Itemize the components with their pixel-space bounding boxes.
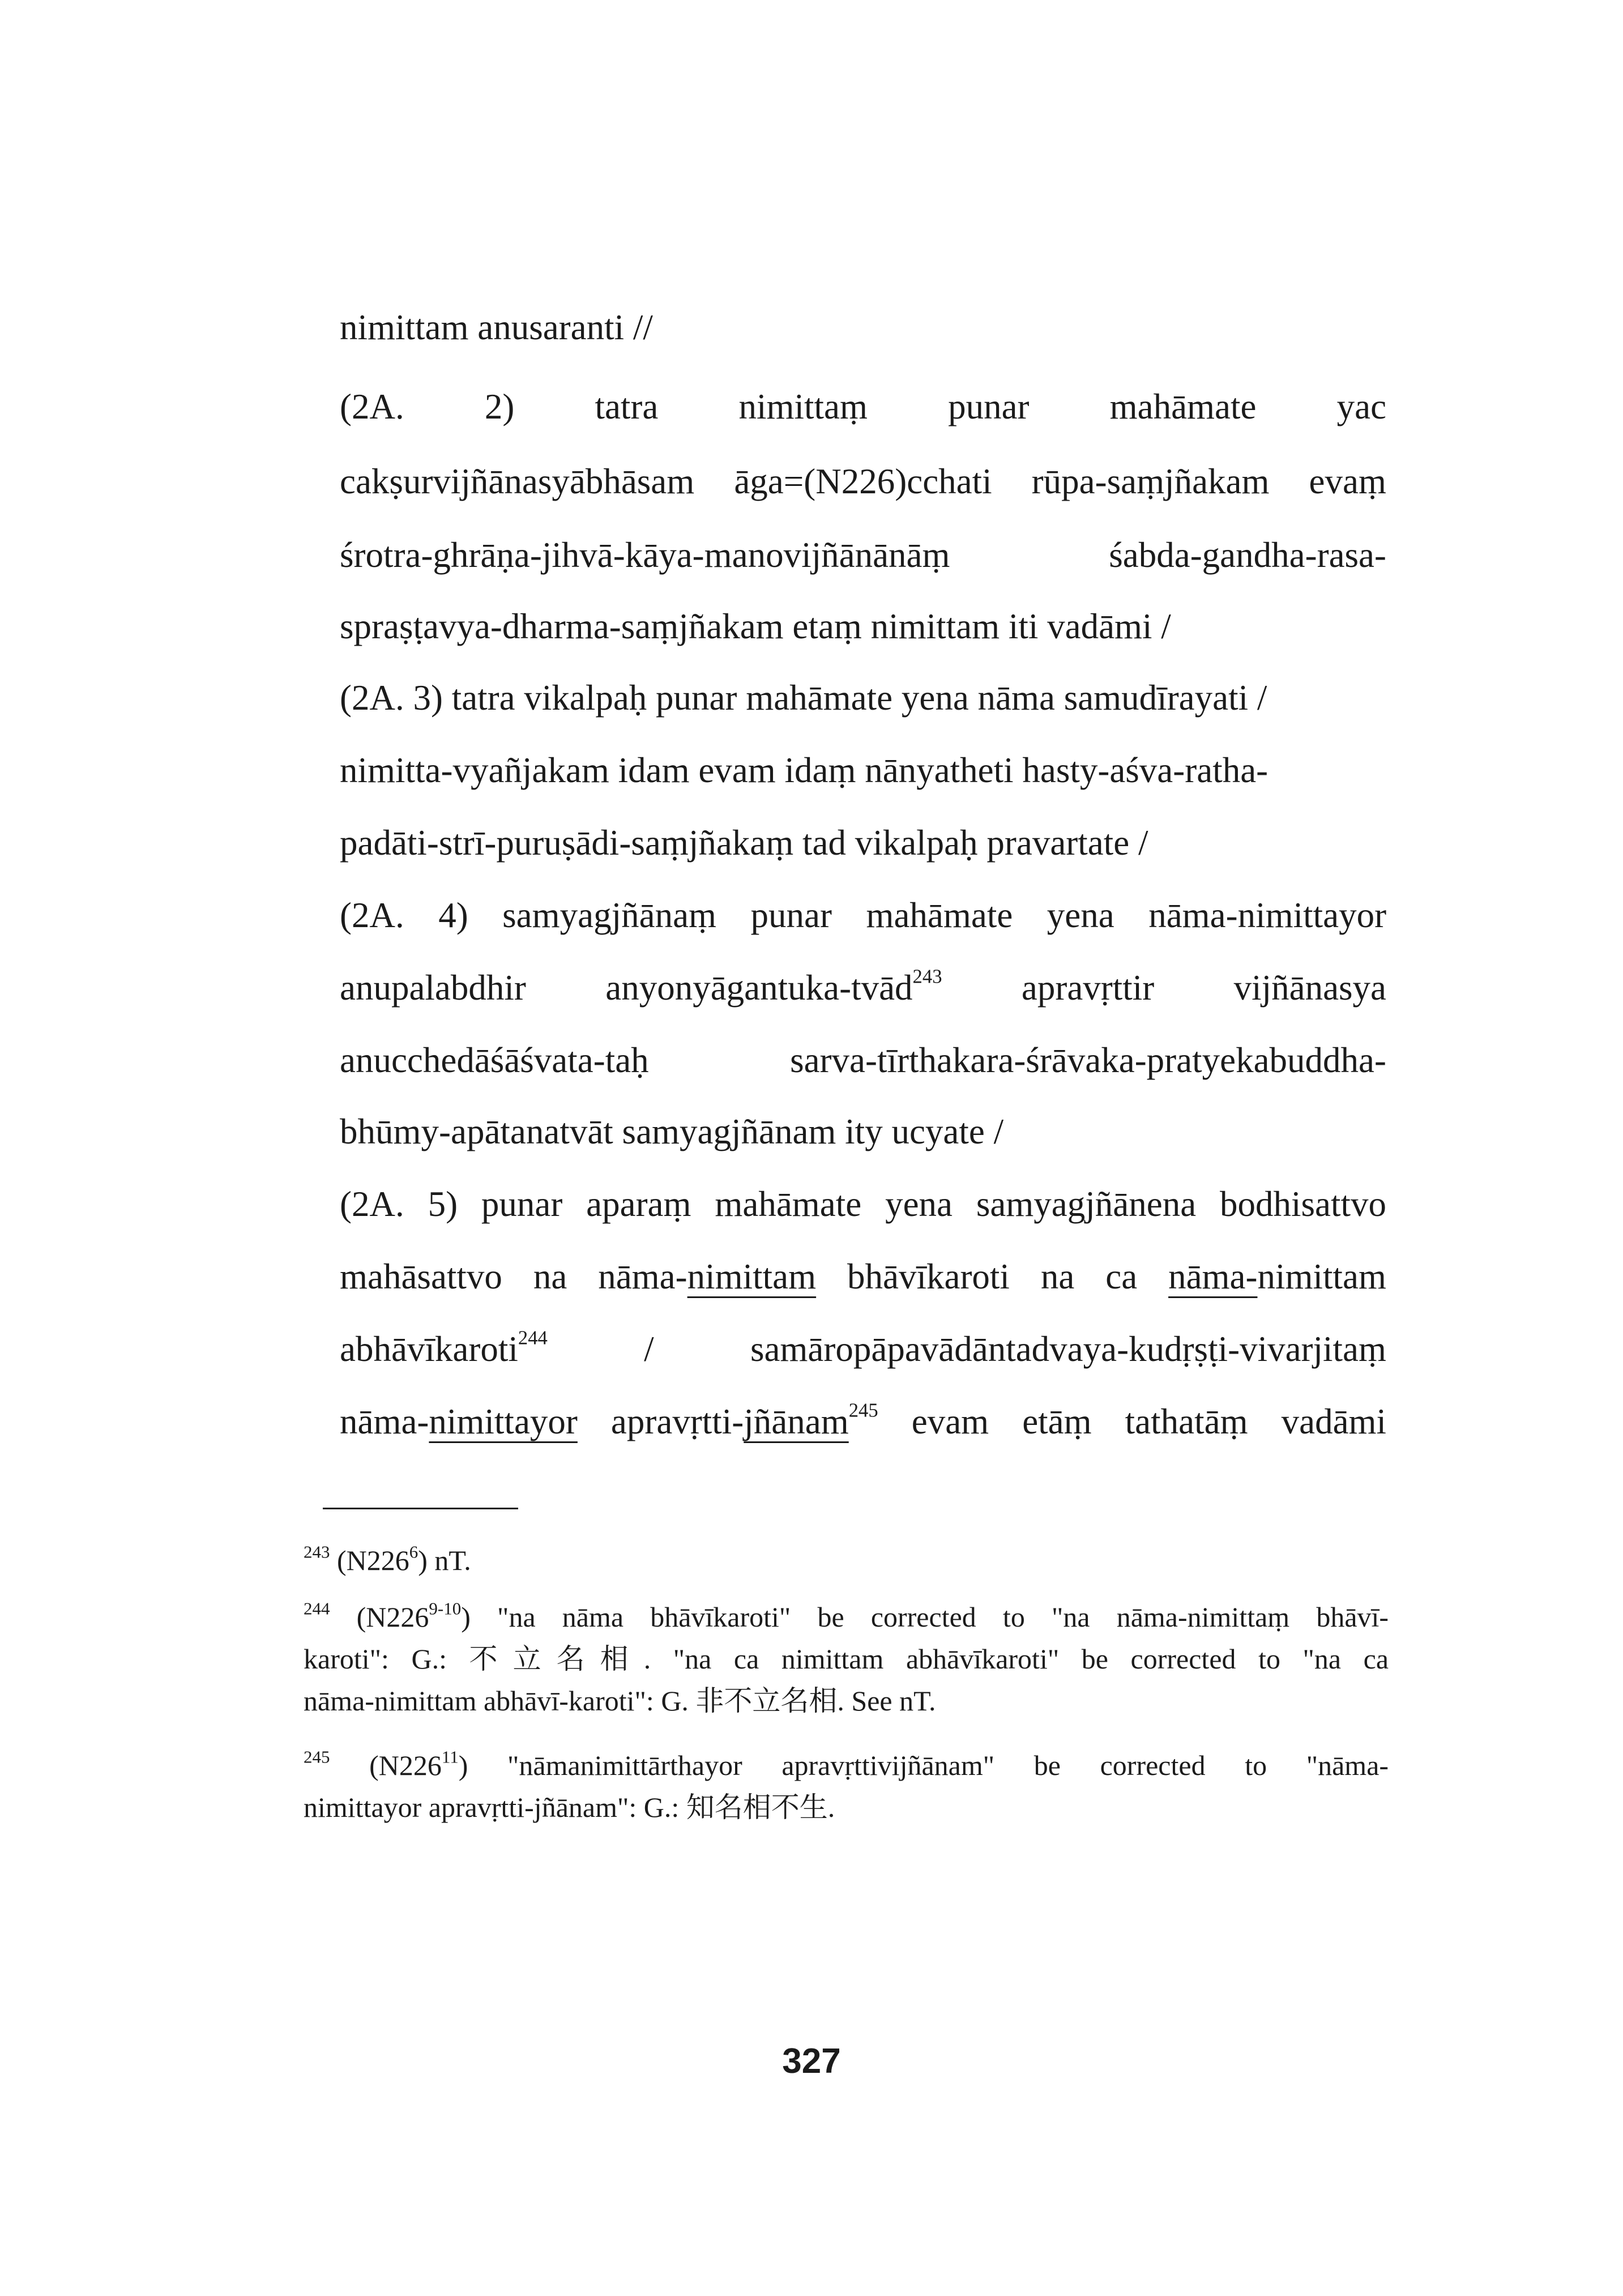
text-span: ca xyxy=(733,1643,759,1675)
text-span: śrotra-ghrāṇa-jihvā-kāya-manovijñānānāṃ xyxy=(340,535,950,575)
text-span: nāma-nimittayor xyxy=(1148,895,1387,935)
text-span xyxy=(605,968,942,1008)
underlined-text: jñānam xyxy=(744,1402,849,1441)
text-span: yena xyxy=(1047,895,1114,935)
text-span: nāma- xyxy=(340,1402,429,1441)
main-text-line xyxy=(340,1254,1386,1299)
main-text-line xyxy=(340,820,1386,865)
text-span: ) xyxy=(458,1749,468,1781)
text-span: apravṛttivijñānam" xyxy=(781,1749,995,1781)
text-span: (N226 xyxy=(356,1601,429,1633)
text-span: be xyxy=(1081,1643,1108,1675)
text-span: nāma-nimittam abhāvī-karoti": G. 非不立名相. See nT. xyxy=(304,1685,936,1717)
text-span: "nāma- xyxy=(1306,1749,1389,1781)
text-span: cakṣurvijñānasyābhāsam āga=(N226)cchati rūpa-saṃjñakam evaṃ xyxy=(340,462,1386,501)
main-text-line xyxy=(340,1181,1386,1227)
text-span: anupalabdhir xyxy=(340,968,526,1008)
text-span: abhāvīkaroti" xyxy=(906,1643,1060,1675)
text-span: to xyxy=(1002,1601,1025,1633)
text-span: 不立名相. xyxy=(469,1643,651,1675)
text-span: bhūmy-apātanatvāt samyagjñānam ity ucyate / xyxy=(340,1112,1004,1151)
main-text-line xyxy=(340,1399,1386,1444)
text-span: nāma xyxy=(562,1601,624,1633)
text-span: nimittam anusaranti // xyxy=(340,308,653,347)
text-span: tatra xyxy=(595,387,659,426)
text-span: 5) xyxy=(428,1184,458,1224)
text-span: ) nT. xyxy=(418,1544,471,1576)
text-span: spraṣṭavya-dharma-saṃjñakam etaṃ nimittam iti vadāmi / xyxy=(340,607,1171,646)
main-text-line xyxy=(340,1326,1386,1372)
text-span: abhāvīkaroti xyxy=(340,1329,518,1369)
text-span: etāṃ xyxy=(1022,1402,1092,1441)
text-span: "na xyxy=(673,1643,712,1675)
text-span: nimittayor apravṛtti-jñānam": G.: 知名相不生. xyxy=(304,1791,835,1823)
text-span: bhāvīkaroti na ca xyxy=(816,1257,1169,1296)
text-span: (2A. xyxy=(340,1184,404,1224)
text-span: tathatāṃ xyxy=(1125,1402,1248,1441)
text-span: punar xyxy=(948,387,1030,426)
footnote-245 xyxy=(304,1746,1389,1785)
text-span xyxy=(304,1749,468,1781)
text-span: evam xyxy=(911,1402,989,1441)
text-span: 2) xyxy=(484,387,515,426)
main-text-line xyxy=(340,1109,1386,1154)
footnote-244-line xyxy=(304,1681,1389,1721)
text-span: be xyxy=(817,1601,844,1633)
footnote-ref-245: 245 xyxy=(848,1399,878,1422)
text-span: śabda-gandha-rasa- xyxy=(1109,535,1386,575)
footnote-243 xyxy=(304,1540,1389,1580)
footnote-244 xyxy=(304,1597,1389,1637)
page-number: 327 xyxy=(782,2042,841,2081)
text-span: mahāsattvo na nāma- xyxy=(340,1257,687,1296)
text-span: punar xyxy=(481,1184,563,1224)
text-span: ) xyxy=(461,1601,471,1633)
text-span: G.: xyxy=(411,1643,447,1675)
text-span: ca xyxy=(1363,1643,1389,1675)
text-span: apravṛttir xyxy=(1021,968,1155,1008)
text-span: 4) xyxy=(438,895,468,935)
text-span: corrected xyxy=(870,1601,976,1633)
superscript: 9-10 xyxy=(429,1598,462,1619)
text-span: samāropāpavādāntadvaya-kudṛṣṭi-vivarjitaṃ xyxy=(750,1329,1386,1369)
main-text-line xyxy=(340,384,1386,429)
text-span: be xyxy=(1033,1749,1061,1781)
footnote-245-line xyxy=(304,1787,1389,1827)
text-span: karoti": xyxy=(304,1643,389,1675)
text-span: (2A. 3) tatra vikalpaḥ punar mahāmate yena nāma samudīrayati / xyxy=(340,678,1267,718)
text-span: nimittam xyxy=(781,1643,884,1675)
text-span: padāti-strī-puruṣādi-saṃjñakaṃ tad vikalpaḥ pravartate / xyxy=(340,823,1148,863)
main-text-line xyxy=(340,748,1386,793)
text-span: corrected xyxy=(1100,1749,1206,1781)
text-span: vadāmi xyxy=(1281,1402,1387,1441)
text-span: mahāmate xyxy=(715,1184,862,1224)
text-span: "nāmanimittārthayor xyxy=(507,1749,742,1781)
superscript: 6 xyxy=(409,1542,418,1562)
text-span: mahāmate xyxy=(1109,387,1257,426)
main-text-line xyxy=(340,675,1386,720)
text-span: to xyxy=(1245,1749,1267,1781)
text-span: nimittam xyxy=(1257,1257,1386,1296)
underlined-text: nimittam xyxy=(687,1257,817,1296)
text-span: (2A. xyxy=(340,895,404,935)
text-span: samyagjñānaṃ xyxy=(502,895,717,935)
footnote-number: 245 xyxy=(304,1747,330,1767)
text-span: (2A. xyxy=(340,387,404,426)
footnote-number: 244 xyxy=(304,1598,330,1619)
text-span: (N226 xyxy=(369,1749,442,1781)
text-span: sarva-tīrthakara-śrāvaka-pratyekabuddha- xyxy=(790,1040,1386,1080)
footnote-ref-244: 244 xyxy=(518,1327,548,1349)
text-span: / xyxy=(644,1329,654,1369)
text-span: "na xyxy=(1302,1643,1342,1675)
text-span: yena xyxy=(885,1184,953,1224)
footnote-ref-243: 243 xyxy=(912,966,942,988)
text-span: to xyxy=(1258,1643,1280,1675)
footnote-number: 243 xyxy=(304,1542,330,1562)
main-text-line xyxy=(340,305,1386,350)
text-span: nimittaṃ xyxy=(738,387,868,426)
text-span: vijñānasya xyxy=(1233,968,1387,1008)
text-span xyxy=(340,1399,878,1441)
text-span xyxy=(340,1329,548,1369)
text-span: aparaṃ xyxy=(586,1184,691,1224)
main-text-line xyxy=(340,893,1386,938)
text-span: apravṛtti- xyxy=(577,1402,744,1441)
main-text-line xyxy=(340,965,1386,1010)
text-span: yac xyxy=(1336,387,1387,426)
main-text-line xyxy=(340,532,1386,578)
text-span xyxy=(304,1598,471,1633)
text-span: samyagjñānena xyxy=(976,1184,1197,1224)
underlined-text: nāma- xyxy=(1168,1257,1258,1296)
text-span: (N226 xyxy=(337,1544,409,1576)
text-span: "na xyxy=(1051,1601,1090,1633)
text-span: bhāvī- xyxy=(1316,1601,1389,1633)
text-span: mahāmate xyxy=(866,895,1013,935)
text-span: punar xyxy=(750,895,832,935)
text-span: bodhisattvo xyxy=(1220,1184,1386,1224)
main-text-line xyxy=(340,459,1386,504)
text-span: "na xyxy=(497,1601,536,1633)
superscript: 11 xyxy=(441,1747,459,1767)
text-span: bhāvīkaroti" xyxy=(650,1601,791,1633)
footnote-244-line xyxy=(304,1639,1389,1679)
main-text-line xyxy=(340,1038,1386,1083)
text-span: corrected xyxy=(1130,1643,1236,1675)
text-span: nimitta-vyañjakam idam evam idaṃ nānyatheti hasty-aśva-ratha- xyxy=(340,750,1268,790)
underlined-text: nimittayor xyxy=(429,1402,578,1441)
footnote-separator xyxy=(323,1508,518,1509)
text-span xyxy=(340,1257,1386,1296)
text-span: anyonyāgantuka-tvād xyxy=(605,968,913,1008)
main-text-line xyxy=(340,604,1386,649)
text-span: nāma-nimittaṃ xyxy=(1116,1601,1290,1633)
text-span: anucchedāśāśvata-taḥ xyxy=(340,1040,649,1080)
